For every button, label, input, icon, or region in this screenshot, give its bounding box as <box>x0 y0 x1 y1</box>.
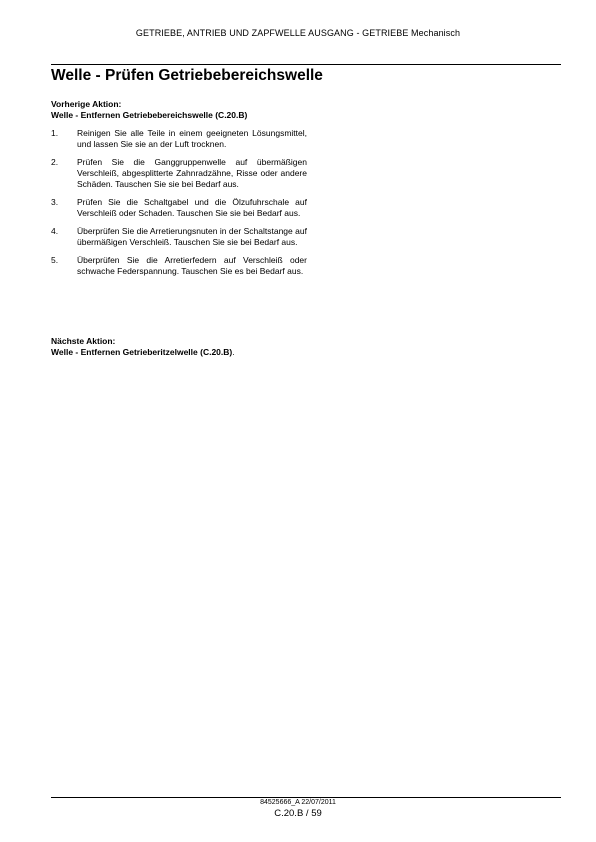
next-action <box>51 336 351 358</box>
step-item <box>51 197 307 219</box>
step-text: Reinigen Sie alle Teile in einem geeigneten Lösungsmittel, und lassen Sie sie an der Luft trocknen. <box>77 128 307 149</box>
page-title: Welle - Prüfen Getriebebereichswelle <box>51 67 323 84</box>
step-item <box>51 255 307 277</box>
step-item <box>51 157 307 190</box>
next-action-suffix: . <box>232 347 235 357</box>
footer-divider <box>51 797 561 798</box>
step-number: 4. <box>51 226 59 236</box>
step-text: Prüfen Sie die Schaltgabel und die Ölzufuhrschale auf Verschleiß oder Schaden. Tauschen Sie sie bei Bedarf aus. <box>77 197 307 218</box>
step-number: 5. <box>51 255 59 265</box>
step-text: Überprüfen Sie die Arretierfedern auf Verschleiß oder schwache Federspannung. Tauschen Sie es bei Bedarf aus. <box>77 255 307 276</box>
step-number: 1. <box>51 128 59 138</box>
header-divider <box>51 64 561 65</box>
step-text: Überprüfen Sie die Arretierungsnuten in der Schaltstange auf übermäßigen Verschleiß. Tauschen Sie sie bei Bedarf aus. <box>77 226 307 247</box>
previous-action-link[interactable]: Welle - Entfernen Getriebebereichswelle (C.20.B) <box>51 110 248 120</box>
running-header: GETRIEBE, ANTRIEB UND ZAPFWELLE AUSGANG - GETRIEBE Mechanisch <box>135 28 461 38</box>
step-number: 3. <box>51 197 59 207</box>
next-action-line <box>51 347 351 358</box>
step-item <box>51 128 307 150</box>
footer-doc-ref: 84525666_A 22/07/2011 <box>260 799 336 806</box>
footer-page-ref: C.20.B / 59 <box>274 808 322 819</box>
step-item <box>51 226 307 248</box>
step-text: Prüfen Sie die Ganggruppenwelle auf übermäßigen Verschleiß, abgesplitterte Zahnradzähne, Risse oder andere Schäden. Tauschen Sie sie bei Bedarf aus. <box>77 157 307 189</box>
previous-action-label: Vorherige Aktion: <box>51 99 122 109</box>
next-action-link[interactable]: Welle - Entfernen Getrieberitzelwelle (C.20.B) <box>51 347 233 357</box>
previous-action <box>51 99 311 121</box>
procedure-steps <box>51 128 307 284</box>
step-number: 2. <box>51 157 59 167</box>
next-action-label: Nächste Aktion: <box>51 336 116 346</box>
